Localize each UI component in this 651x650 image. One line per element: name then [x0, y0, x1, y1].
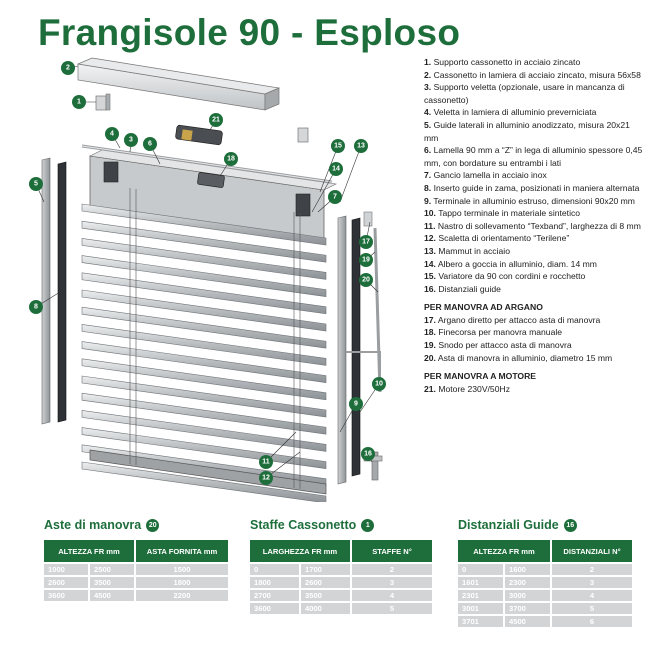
distanziali-header-numero: DISTANZIALI N° — [552, 540, 632, 562]
legend-text: Finecorsa per manovra manuale — [438, 327, 563, 338]
table-row — [250, 577, 432, 588]
callout-number: 18 — [227, 155, 235, 163]
legend-number: 18. — [424, 327, 436, 338]
callout-6 — [143, 137, 157, 151]
callout-16 — [361, 447, 375, 461]
distanziali-title-text: Distanziali Guide — [458, 518, 559, 532]
table-cell: 1600 — [505, 564, 550, 575]
table-row — [458, 564, 632, 575]
table-row — [250, 603, 432, 614]
table-cell: 2500 — [90, 564, 134, 575]
callout-3 — [124, 133, 138, 147]
callout-number: 15 — [334, 142, 342, 150]
table-cell: 2300 — [505, 577, 550, 588]
callout-7 — [328, 190, 342, 204]
legend-item — [424, 270, 646, 283]
callout-number: 11 — [262, 458, 270, 466]
legend-text: Lamella 90 mm a “Z” in lega di alluminio spessore 0,45 mm, con bordature su entrambi i lati — [424, 145, 643, 168]
table-cell: 3700 — [505, 603, 550, 614]
callout-14 — [329, 162, 343, 176]
table-cell: 2 — [552, 564, 632, 575]
aste-table-block — [44, 516, 230, 603]
table-cell: 4500 — [90, 590, 134, 601]
motore-heading: PER MANOVRA A MOTORE — [424, 371, 537, 382]
legend-text: Albero a goccia in alluminio, diam. 14 mm — [437, 258, 597, 269]
callout-number: 10 — [375, 380, 383, 388]
table-cell: 3600 — [44, 590, 88, 601]
table-cell: 0 — [458, 564, 503, 575]
aste-title-text: Aste di manovra — [44, 518, 142, 532]
callout-number: 5 — [34, 180, 38, 188]
legend-number: 3. — [424, 82, 432, 93]
legend-item — [424, 144, 646, 169]
guida-laterale-left-part — [42, 158, 66, 424]
legend-number: 4. — [424, 107, 432, 118]
callout-20 — [359, 273, 373, 287]
callout-15 — [331, 139, 345, 153]
table-cell: 3500 — [90, 577, 134, 588]
legend-number: 13. — [424, 245, 436, 256]
staffe-header-staffe: STAFFE N° — [352, 540, 432, 562]
table-cell: 3600 — [250, 603, 299, 614]
legend-number: 8. — [424, 182, 432, 193]
table-cell: 2600 — [301, 577, 350, 588]
legend-item — [424, 182, 646, 195]
table-cell: 2700 — [250, 590, 299, 601]
table-cell: 3 — [552, 577, 632, 588]
aste-badge: 20 — [146, 519, 159, 532]
aste-title — [44, 516, 230, 534]
legend-text: Distanziali guide — [438, 283, 501, 294]
table-cell: 3001 — [458, 603, 503, 614]
callout-21 — [209, 113, 223, 127]
table-cell: 2200 — [136, 590, 228, 601]
legend-item — [424, 81, 646, 106]
legend-text: Asta di manovra in alluminio, diametro 15 mm — [437, 352, 613, 363]
callout-1 — [72, 95, 86, 109]
legend-motore-item — [424, 383, 646, 396]
legend-number: 1. — [424, 57, 432, 67]
legend-number: 10. — [424, 208, 436, 219]
callout-8 — [29, 300, 43, 314]
staffe-title — [250, 516, 434, 534]
legend-text: Mammut in acciaio — [438, 245, 510, 256]
staffe-header-larghezza: LARGHEZZA FR mm — [250, 540, 350, 562]
callout-number: 4 — [110, 130, 114, 138]
callout-11 — [259, 455, 273, 469]
table-cell: 1601 — [458, 577, 503, 588]
table-cell: 1700 — [301, 564, 350, 575]
table-row — [458, 616, 632, 627]
legend-text: Supporto cassonetto in acciaio zincato — [433, 57, 581, 67]
table-cell: 1800 — [136, 577, 228, 588]
legend-list — [424, 56, 646, 395]
legend-number: 20. — [424, 352, 436, 363]
callout-number: 6 — [148, 140, 152, 148]
motore-part — [175, 125, 223, 145]
legend-number: 17. — [424, 314, 436, 325]
table-cell: 2600 — [44, 577, 88, 588]
callout-number: 16 — [364, 450, 372, 458]
legend-number: 11. — [424, 220, 436, 231]
legend-item — [424, 258, 646, 271]
callout-number: 21 — [212, 116, 220, 124]
table-row — [44, 577, 228, 588]
callout-10 — [372, 377, 386, 391]
legend-item — [424, 169, 646, 182]
callout-number: 2 — [66, 64, 70, 72]
legend-number: 14. — [424, 258, 436, 269]
table-cell: 2 — [352, 564, 432, 575]
legend-item — [424, 232, 646, 245]
legend-argano-item — [424, 339, 646, 352]
callout-4 — [105, 127, 119, 141]
legend-text: Guide laterali in alluminio anodizzato, misura 20x21 mm — [424, 119, 630, 143]
legend-text: Inserto guide in zama, posizionati in maniera alternata — [433, 182, 640, 193]
table-cell: 0 — [250, 564, 299, 575]
page-title: Frangisole 90 - Esploso — [38, 12, 461, 53]
callout-number: 19 — [362, 256, 370, 264]
legend-text: Motore 230V/50Hz — [438, 383, 510, 394]
distanziali-title — [458, 516, 634, 534]
table-cell: 6 — [552, 616, 632, 627]
callout-number: 12 — [262, 474, 270, 482]
table-cell: 3 — [352, 577, 432, 588]
table-cell: 4500 — [505, 616, 550, 627]
callout-number: 3 — [129, 136, 133, 144]
distanziali-table-block — [458, 516, 634, 629]
legend-item — [424, 69, 646, 82]
callout-number: 13 — [357, 142, 365, 150]
table-row — [250, 564, 432, 575]
legend-item — [424, 195, 646, 208]
callout-9 — [349, 397, 363, 411]
legend-number: 5. — [424, 119, 432, 130]
legend-number: 15. — [424, 271, 436, 282]
table-cell: 3701 — [458, 616, 503, 627]
callout-number: 17 — [362, 238, 370, 246]
guida-laterale-right-part — [338, 216, 360, 484]
leader-line — [340, 146, 361, 202]
distanziali-badge: 16 — [564, 519, 577, 532]
legend-text: Tappo terminale in materiale sintetico — [438, 208, 581, 219]
aste-table — [42, 538, 230, 603]
callout-18 — [224, 152, 238, 166]
legend-number: 2. — [424, 69, 432, 80]
callout-5 — [29, 177, 43, 191]
callout-number: 14 — [332, 165, 340, 173]
legend-item — [424, 220, 646, 233]
exploded-diagram — [20, 52, 420, 502]
table-cell: 4 — [552, 590, 632, 601]
table-cell: 3500 — [301, 590, 350, 601]
callout-number: 8 — [34, 303, 38, 311]
callout-12 — [259, 471, 273, 485]
legend-number: 16. — [424, 283, 436, 294]
legend-item — [424, 283, 646, 296]
table-cell: 3000 — [505, 590, 550, 601]
table-cell: 2301 — [458, 590, 503, 601]
callout-number: 20 — [362, 276, 370, 284]
argano-heading: PER MANOVRA AD ARGANO — [424, 302, 543, 313]
callout-2 — [61, 61, 75, 75]
callout-13 — [354, 139, 368, 153]
legend-item — [424, 56, 646, 69]
callout-number: 9 — [354, 400, 358, 408]
table-cell: 5 — [352, 603, 432, 614]
table-cell: 1000 — [44, 564, 88, 575]
legend-text: Terminale in alluminio estruso, dimensioni 90x20 mm — [433, 195, 635, 206]
legend-number: 7. — [424, 170, 432, 181]
legend-text: Veletta in lamiera di alluminio preverniciata — [433, 107, 597, 118]
callout-19 — [359, 253, 373, 267]
legend-argano-item — [424, 326, 646, 339]
callout-number: 7 — [333, 193, 337, 201]
aste-header-altezza: ALTEZZA FR mm — [44, 540, 134, 562]
table-cell: 5 — [552, 603, 632, 614]
legend-text: Argano diretto per attacco asta di manovra — [437, 314, 601, 325]
legend-item — [424, 207, 646, 220]
variatore-left-part — [104, 162, 118, 182]
legend-number: 9. — [424, 195, 432, 206]
lamelle-group — [82, 204, 326, 502]
table-row — [44, 564, 228, 575]
legend-item — [424, 106, 646, 119]
legend-text: Scaletta di orientamento “Terilene” — [438, 233, 570, 244]
staffe-table — [248, 538, 434, 616]
staffe-badge: 1 — [361, 519, 374, 532]
legend-number: 6. — [424, 145, 432, 156]
legend-item — [424, 119, 646, 144]
table-row — [458, 577, 632, 588]
table-row — [458, 603, 632, 614]
legend-text: Cassonetto in lamiera di acciaio zincato, misura 56x58 — [433, 69, 641, 80]
table-row — [250, 590, 432, 601]
table-cell: 1500 — [136, 564, 228, 575]
legend-text: Variatore da 90 con cordini e rocchetto — [438, 271, 586, 282]
legend-item — [424, 245, 646, 258]
table-cell: 4000 — [301, 603, 350, 614]
table-row — [458, 590, 632, 601]
distanziali-header-altezza: ALTEZZA FR mm — [458, 540, 550, 562]
legend-number: 12. — [424, 233, 436, 244]
callout-17 — [359, 235, 373, 249]
legend-text: Gancio lamella in acciaio inox — [433, 170, 547, 181]
distanziali-table — [456, 538, 634, 629]
legend-argano-item — [424, 314, 646, 327]
callout-number: 1 — [77, 98, 81, 106]
legend-text: Supporto veletta (opzionale, usare in mancanza di cassonetto) — [424, 82, 625, 105]
legend-text: Snodo per attacco asta di manovra — [438, 340, 572, 351]
aste-header-asta: ASTA FORNITA mm — [136, 540, 228, 562]
staffe-title-text: Staffe Cassonetto — [250, 518, 357, 532]
legend-number: 19. — [424, 340, 436, 351]
legend-number: 21. — [424, 383, 436, 394]
table-row — [44, 590, 228, 601]
staffe-table-block — [250, 516, 434, 616]
legend-text: Nastro di sollevamento “Texband”, larghezza di 8 mm — [437, 220, 641, 231]
variatore-right-part — [296, 194, 310, 216]
table-cell: 1800 — [250, 577, 299, 588]
legend-argano-item — [424, 352, 646, 365]
table-cell: 4 — [352, 590, 432, 601]
